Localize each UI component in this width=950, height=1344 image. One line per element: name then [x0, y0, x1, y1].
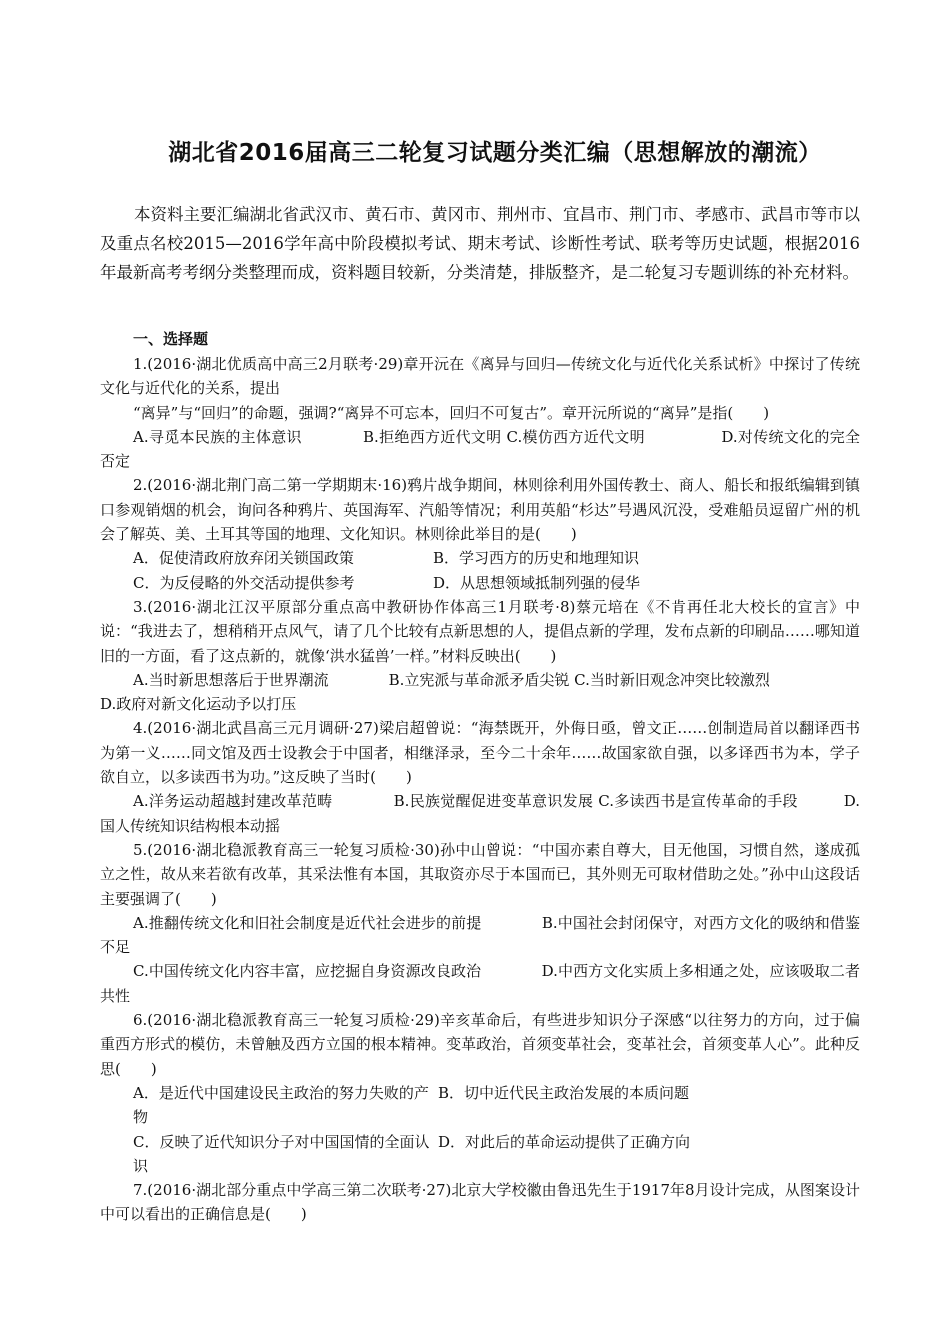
question-1-stem-continued: “离异”与“回归”的命题，强调?“离异不可忘本，回归不可复古”。章开沅所说的“离异”是指( ) [133, 403, 770, 422]
question-2-option-b: B．学习西方的历史和地理知识 [433, 549, 640, 568]
question-6-stem: 6.(2016·湖北稳派教育高三一轮复习质检·29)辛亥革命后，有些进步知识分子深感“以往努力的方向，过于偏重西方形式的模仿，未曾触及西方立国的根本精神。变革政治，首须变革社会，变革社会，首须变革人心”。此种反思( ) [100, 1011, 860, 1078]
question-2-options-row-2 [100, 571, 860, 595]
question-1-stem: 1.(2016·湖北优质高中高三2月联考·29)章开沅在《离异与回归—传统文化与近代化关系试析》中探讨了传统文化与近代化的关系，提出 [100, 355, 860, 398]
question-4-stem: 4.(2016·湖北武昌高三元月调研·27)梁启超曾说：“海禁既开，外侮日亟，曾文正……创制造局首以翻译西书为第一义……同文馆及西士设教会于中国者，相继泽录，至今二十余年……故国家欲自强，以多译西书为本，学子欲自立，以多读西书为功。”这反映了当时( ) [100, 719, 860, 787]
question-2-options-row-1 [100, 546, 860, 570]
document-title: 湖北省2016届高三二轮复习试题分类汇编（思想解放的潮流） [168, 140, 822, 166]
question-6-option-d: D．对此后的革命运动提供了正确方向 [438, 1132, 691, 1151]
question-5-options-ab: A.推翻传统文化和旧社会制度是近代社会进步的前提 B.中国社会封闭保守，对西方文化的吸纳和借鉴不足 [100, 913, 860, 957]
question-1-options: A.寻觅本民族的主体意识 B.拒绝西方近代文明 C.模仿西方近代文明 D.对传统文化的完全否定 [100, 427, 860, 471]
question-6-option-c: C．反映了近代知识分子对中国国情的全面认识 [133, 1132, 430, 1175]
question-3-options: A.当时新思想落后于世界潮流 B.立宪派与革命派矛盾尖锐 C.当时新旧观念冲突比较激烈 [133, 670, 770, 689]
question-6-options-row-2 [100, 1130, 860, 1179]
questions [100, 352, 860, 1227]
question-2-option-c: C．为反侵略的外交活动提供参考 [133, 573, 355, 592]
section-heading: 一、选择题 [133, 330, 209, 348]
question-3-options-continued: D.政府对新文化运动予以打压 [100, 695, 297, 714]
question-7-stem: 7.(2016·湖北部分重点中学高三第二次联考·27)北京大学校徽由鲁迅先生于1917年8月设计完成，从图案设计中可以看出的正确信息是( ) [100, 1181, 860, 1224]
question-6-option-b: B．切中近代民主政治发展的本质问题 [438, 1083, 690, 1102]
question-6-options-row-1 [100, 1081, 860, 1130]
question-2-option-d: D．从思想领域抵制列强的侵华 [433, 573, 641, 592]
intro-paragraph: 本资料主要汇编湖北省武汉市、黄石市、黄冈市、荆州市、宜昌市、荆门市、孝感市、武昌市等市以及重点名校2015—2016学年高中阶段模拟考试、期末考试、诊断性考试、联考等历史试题，根据2016年最新高考考纲分类整理而成，资料题目较新，分类清楚，排版整齐，是二轮复习专题训练的补充材料。 [100, 205, 860, 282]
question-5-stem: 5.(2016·湖北稳派教育高三一轮复习质检·30)孙中山曾说：“中国亦素自尊大，目无他国，习惯自然，遂成孤立之性，故从来若欲有改革，其采法惟有本国，其取资亦尽于本国而已，其外则无可取材借助之处。”孙中山这段话主要强调了( ) [100, 840, 860, 908]
question-2-stem: 2.(2016·湖北荆门高二第一学期期末·16)鸦片战争期间，林则徐利用外国传教士、商人、船长和报纸编辑到镇口参观销烟的机会，询问各种鸦片、英国海军、汽船等情况；利用英船“杉达”号遇风沉没，受难船员逗留广州的机会了解英、美、土耳其等国的地理、文化知识。林则徐此举目的是( ) [100, 476, 860, 544]
question-3-stem: 3.(2016·湖北江汉平原部分重点高中教研协作体高三1月联考·8)蔡元培在《不肯再任北大校长的宣言》中说：“我进去了，想稍稍开点风气，请了几个比较有点新思想的人，提倡点新的学理，发布点新的印刷品……哪知道旧的一方面，看了这点新的，就像‘洪水猛兽’一样。”材料反映出( ) [100, 597, 860, 665]
question-4-options: A.洋务运动超越封建改革范畴 B.民族觉醒促进变革意识发展 C.多读西书是宣传革命的手段 D.国人传统知识结构根本动摇 [100, 792, 860, 835]
question-6-option-a: A．是近代中国建设民主政治的努力失败的产物 [133, 1083, 429, 1127]
question-2-option-a: A．促使清政府放弃闭关锁国政策 [133, 549, 354, 568]
question-5-options-cd: C.中国传统文化内容丰富，应挖掘自身资源改良政治 D.中西方文化实质上多相通之处，应该吸取二者共性 [100, 962, 860, 1005]
